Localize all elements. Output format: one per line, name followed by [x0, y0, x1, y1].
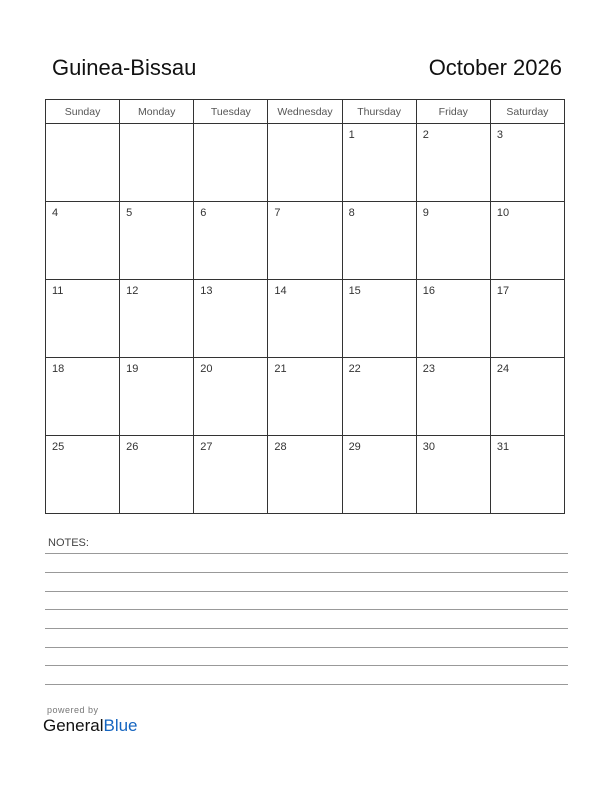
day-number: 18 — [52, 363, 65, 375]
day-cell — [342, 124, 416, 202]
day-number: 2 — [422, 129, 429, 141]
day-cell — [120, 124, 194, 202]
notes-line — [45, 609, 568, 610]
day-number: 29 — [348, 441, 361, 453]
day-cell — [490, 280, 564, 358]
day-number: 9 — [422, 207, 429, 219]
day-cell — [194, 202, 268, 280]
day-number: 20 — [200, 363, 213, 375]
day-number: 17 — [496, 285, 510, 297]
brand-general-text: General — [43, 716, 104, 735]
day-cell — [490, 436, 564, 514]
day-cell — [268, 436, 342, 514]
day-number: 24 — [496, 363, 510, 375]
day-cell — [120, 280, 194, 358]
day-number: 14 — [274, 285, 287, 297]
week-row — [46, 358, 565, 436]
day-cell — [194, 358, 268, 436]
day-number: 15 — [348, 285, 361, 297]
notes-line — [45, 628, 568, 629]
weekday-sunday: Sunday — [46, 100, 120, 124]
day-number: 16 — [422, 285, 435, 297]
notes-line — [45, 684, 568, 685]
day-cell — [416, 202, 490, 280]
weekday-tuesday: Tuesday — [194, 100, 268, 124]
powered-by-label: powered by — [47, 705, 99, 715]
day-cell — [120, 358, 194, 436]
day-cell — [268, 124, 342, 202]
day-number: 3 — [496, 129, 503, 141]
day-number: 8 — [348, 207, 355, 219]
day-number: 19 — [126, 363, 139, 375]
day-cell — [342, 436, 416, 514]
weekday-saturday: Saturday — [490, 100, 564, 124]
month-year-title: October 2026 — [428, 55, 562, 80]
country-title: Guinea-Bissau — [52, 55, 197, 80]
day-number: 5 — [126, 207, 133, 219]
day-cell — [46, 202, 120, 280]
day-cell — [416, 436, 490, 514]
day-cell — [268, 358, 342, 436]
day-number: 23 — [422, 363, 435, 375]
notes-line — [45, 572, 568, 573]
day-number — [46, 124, 119, 129]
day-cell — [194, 124, 268, 202]
day-number: 7 — [274, 207, 281, 219]
day-number: 21 — [274, 363, 287, 375]
day-cell — [46, 436, 120, 514]
day-number: 1 — [348, 129, 355, 141]
day-number: 12 — [126, 285, 139, 297]
week-row — [46, 124, 565, 202]
day-number: 11 — [52, 285, 64, 297]
day-number: 10 — [496, 207, 510, 219]
day-cell — [46, 358, 120, 436]
day-number — [268, 124, 341, 129]
weekday-thursday: Thursday — [342, 100, 416, 124]
day-number: 22 — [348, 363, 361, 375]
day-cell — [194, 280, 268, 358]
day-number: 4 — [52, 207, 59, 219]
week-row — [46, 280, 565, 358]
day-cell — [194, 436, 268, 514]
day-cell — [416, 124, 490, 202]
day-cell — [490, 124, 564, 202]
day-number: 13 — [200, 285, 213, 297]
day-cell — [120, 202, 194, 280]
day-cell — [46, 280, 120, 358]
day-cell — [490, 202, 564, 280]
week-row — [46, 202, 565, 280]
day-cell — [342, 358, 416, 436]
day-number — [120, 124, 193, 129]
notes-label: NOTES: — [48, 537, 89, 549]
day-number: 26 — [126, 441, 139, 453]
weekday-header-row — [46, 100, 565, 124]
weekday-friday: Friday — [416, 100, 490, 124]
calendar-grid — [45, 99, 565, 514]
notes-line — [45, 591, 568, 592]
day-cell — [268, 280, 342, 358]
notes-line — [45, 647, 568, 648]
day-number: 31 — [496, 441, 510, 453]
notes-line — [45, 665, 568, 666]
notes-line — [45, 553, 568, 554]
day-number: 6 — [200, 207, 207, 219]
brand-blue-text: Blue — [103, 716, 138, 735]
day-cell — [268, 202, 342, 280]
weekday-wednesday: Wednesday — [268, 100, 342, 124]
day-number — [194, 124, 267, 129]
day-cell — [46, 124, 120, 202]
day-cell — [342, 280, 416, 358]
day-number: 30 — [422, 441, 435, 453]
day-number: 27 — [200, 441, 213, 453]
weekday-monday: Monday — [120, 100, 194, 124]
generalblue-logo — [43, 716, 138, 736]
day-cell — [120, 436, 194, 514]
day-cell — [342, 202, 416, 280]
day-number: 25 — [52, 441, 65, 453]
week-row — [46, 436, 565, 514]
day-cell — [416, 280, 490, 358]
day-cell — [490, 358, 564, 436]
day-number: 28 — [274, 441, 287, 453]
day-cell — [416, 358, 490, 436]
